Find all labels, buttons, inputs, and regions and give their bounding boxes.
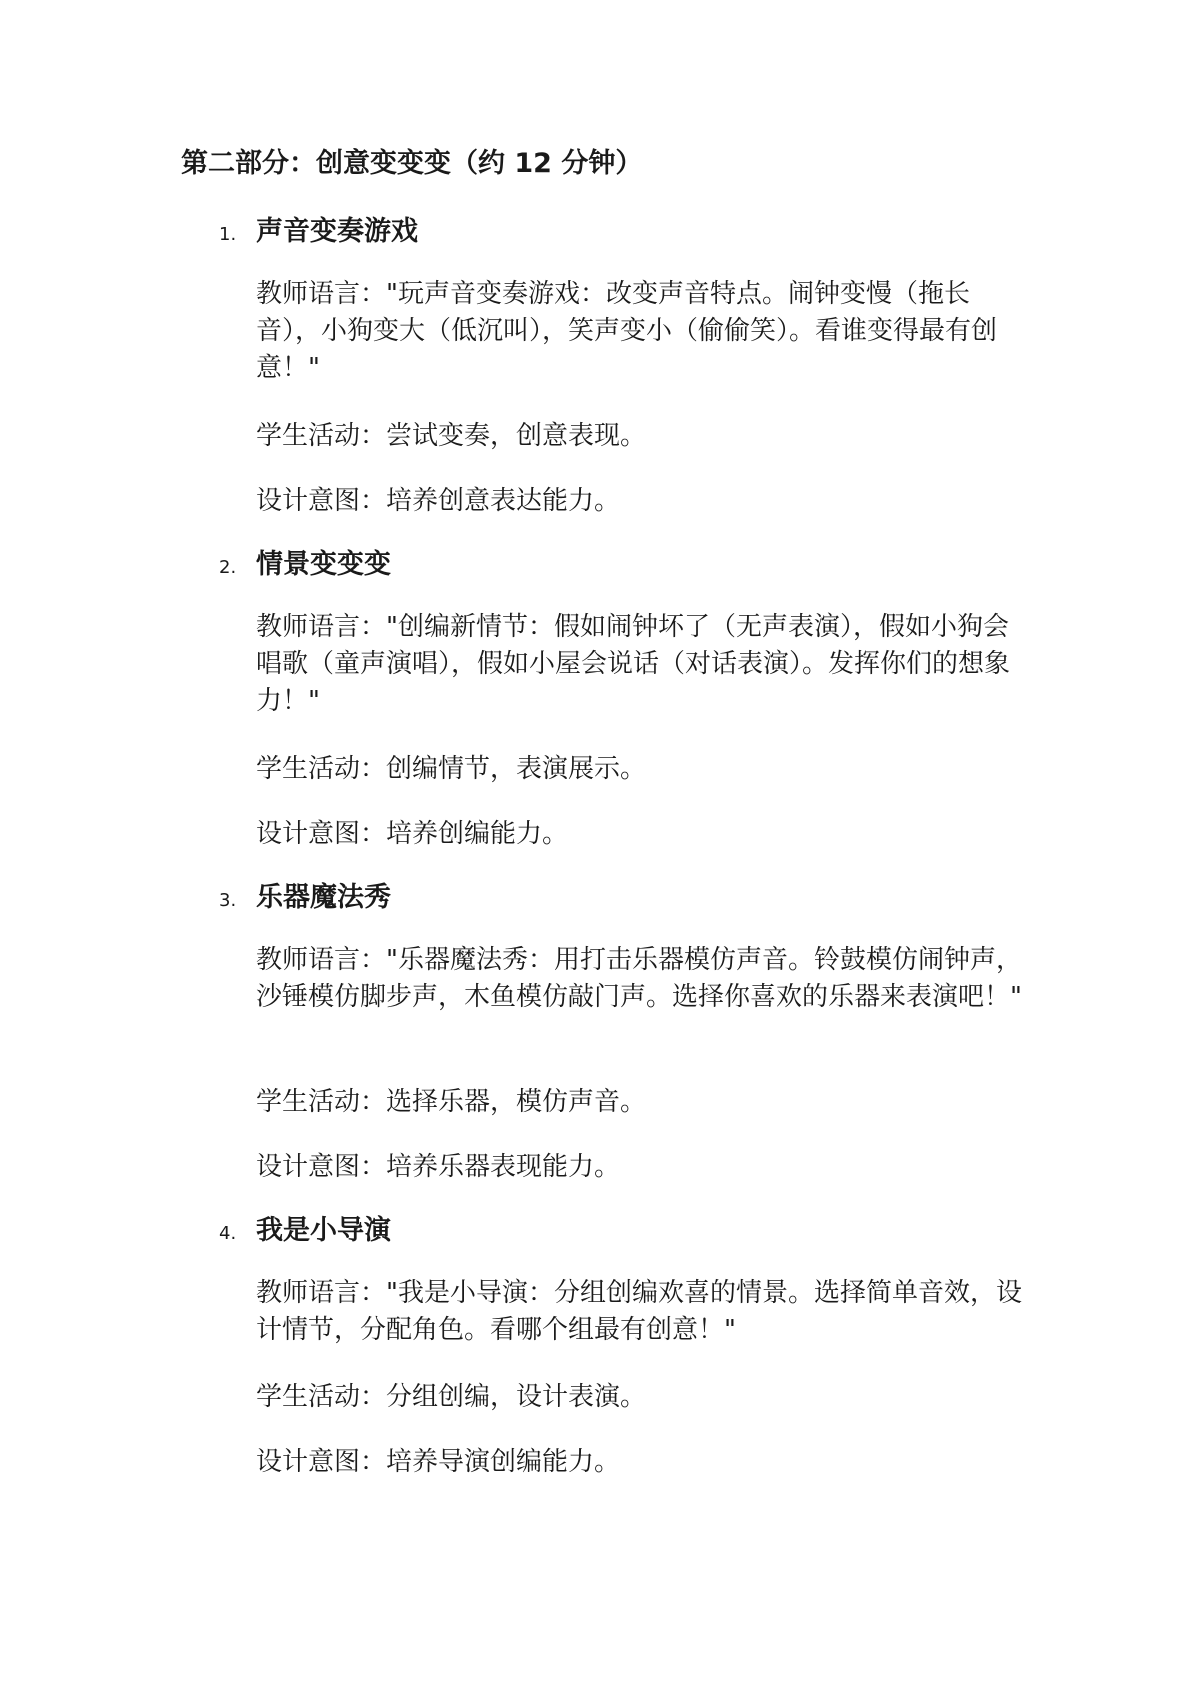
item-number: 3.: [219, 890, 237, 911]
item-number: 1.: [219, 224, 237, 245]
teacher-language: 教师语言："创编新情节：假如闹钟坏了（无声表演），假如小狗会唱歌（童声演唱），假如小屋会说话（对话表演）。发挥你们的想象力！": [256, 612, 1011, 716]
item-number: 4.: [219, 1223, 237, 1244]
student-activity: 学生活动：尝试变奏，创意表现。: [256, 421, 647, 451]
design-intent: 设计意图：培养创编能力。: [256, 819, 569, 849]
section-title: 第二部分：创意变变变（约 12 分钟）: [181, 148, 643, 179]
design-intent: 设计意图：培养乐器表现能力。: [256, 1152, 621, 1182]
teacher-language: 教师语言："我是小导演：分组创编欢喜的情景。选择简单音效，设计情节，分配角色。看哪个组最有创意！": [256, 1278, 1022, 1345]
student-activity: 学生活动：选择乐器，模仿声音。: [256, 1087, 647, 1117]
item-title: 乐器魔法秀: [256, 882, 391, 913]
teacher-language: 教师语言："乐器魔法秀：用打击乐器模仿声音。铃鼓模仿闹钟声，沙锤模仿脚步声，木鱼模仿敲门声。选择你喜欢的乐器来表演吧！": [256, 945, 1022, 1012]
item-title: 情景变变变: [256, 549, 391, 580]
item-heading: [0, 214, 1200, 250]
teacher-language: 教师语言："玩声音变奏游戏：改变声音特点。闹钟变慢（拖长音），小狗变大（低沉叫），笑声变小（偷偷笑）。看谁变得最有创意！": [256, 279, 998, 383]
item-heading: [0, 1213, 1200, 1249]
design-intent: 设计意图：培养创意表达能力。: [256, 486, 621, 516]
item-number: 2.: [219, 557, 237, 578]
student-activity: 学生活动：创编情节，表演展示。: [256, 754, 647, 784]
item-title: 声音变奏游戏: [256, 216, 418, 247]
item-title: 我是小导演: [256, 1215, 391, 1246]
item-heading: [0, 547, 1200, 583]
item-heading: [0, 880, 1200, 916]
design-intent: 设计意图：培养导演创编能力。: [256, 1447, 621, 1477]
student-activity: 学生活动：分组创编，设计表演。: [256, 1382, 647, 1412]
